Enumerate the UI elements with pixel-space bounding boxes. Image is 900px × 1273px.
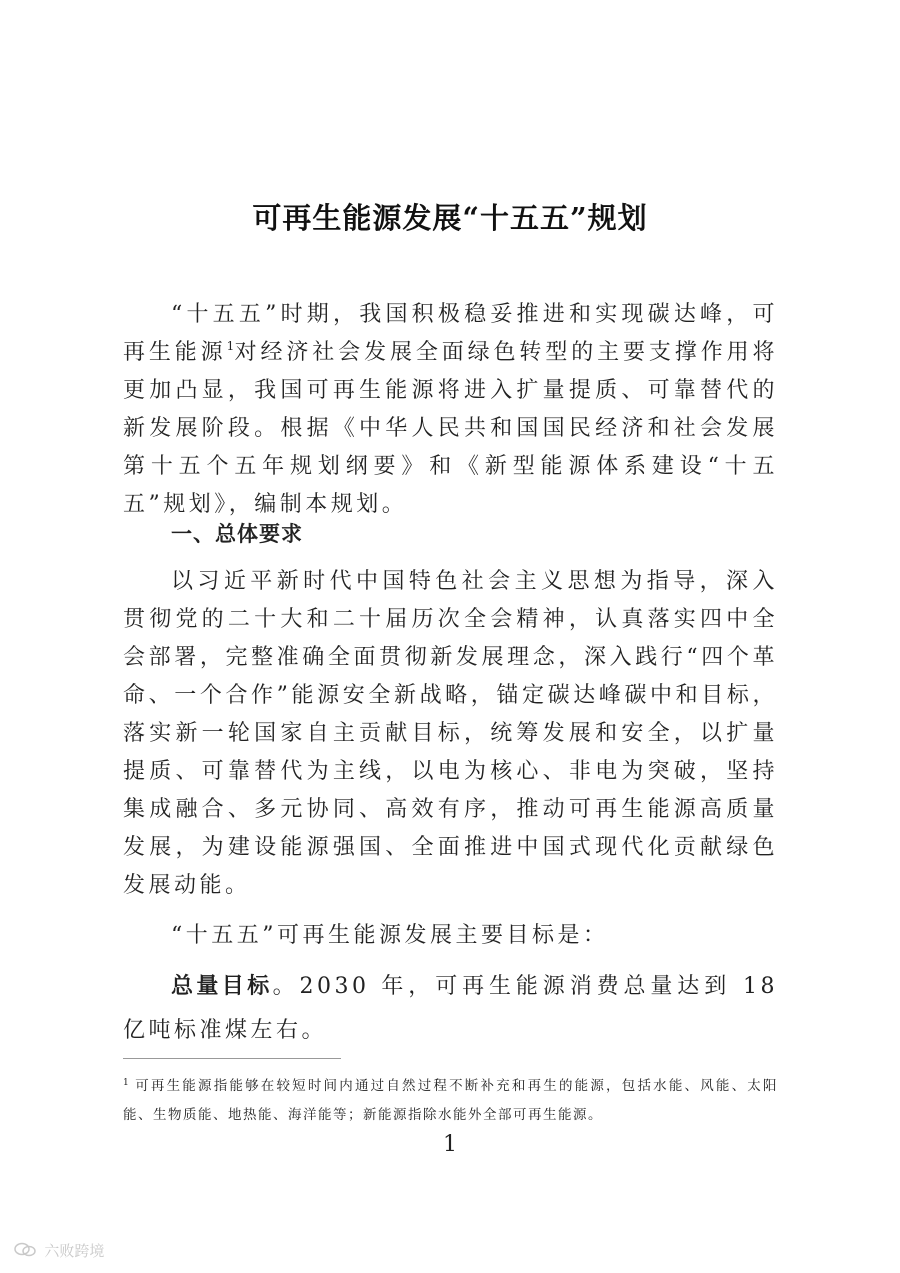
watermark-text: 六败跨境 [44, 1242, 105, 1260]
targets-intro-paragraph: “十五五”可再生能源发展主要目标是： [171, 923, 609, 948]
intro-text-before: “十五五”时期，我国积极稳妥推进和实现碳达峰，可再生能源 [123, 302, 778, 365]
page-title: 可再生能源发展“十五五”规划 [252, 201, 648, 235]
intro-text-after: 对经济社会发展全面绿色转型的主要支撑作用将更加凸显，我国可再生能源将进入扩量提质、可靠替代的新发展阶段。根据《中华人民共和国国民经济和社会发展第十五个五年规划纲要》和《新型能源体系建设“十五五”规划》，编制本规划。 [123, 340, 778, 517]
section-heading: 一、总体要求 [171, 522, 303, 546]
footnote-text: 可再生能源指能够在较短时间内通过自然过程不断补充和再生的能源，包括水能、风能、太阳能、生物质能、地热能、海洋能等；新能源指除水能外全部可再生能源。 [123, 1078, 778, 1123]
footnote-marker: 1 [123, 1078, 129, 1088]
intro-paragraph [123, 296, 778, 524]
target-label: 总量目标 [171, 974, 273, 999]
total-target-paragraph [123, 965, 778, 1053]
watermark [14, 1240, 104, 1261]
page-number: 1 [443, 1132, 457, 1157]
footnote-divider [123, 1058, 341, 1059]
target-text: 。2030 年，可再生能源消费总量达到 18 亿吨标准煤左右。 [123, 974, 778, 1043]
guiding-paragraph: 以习近平新时代中国特色社会主义思想为指导，深入贯彻党的二十大和二十届历次全会精神，认真落实四中全会部署，完整准确全面贯彻新发展理念，深入践行“四个革命、一个合作”能源安全新战略，锚定碳达峰碳中和目标，落实新一轮国家自主贡献目标，统筹发展和安全，以扩量提质、可靠替代为主线，以电为核心、非电为突破，坚持集成融合、多元协同、高效有序，推动可再生能源高质量发展，为建设能源强国、全面推进中国式现代化贡献绿色发展动能。 [123, 569, 778, 898]
footnote-ref: 1 [226, 339, 235, 353]
footnote [123, 1072, 778, 1130]
chat-bubble-icon [14, 1241, 41, 1261]
